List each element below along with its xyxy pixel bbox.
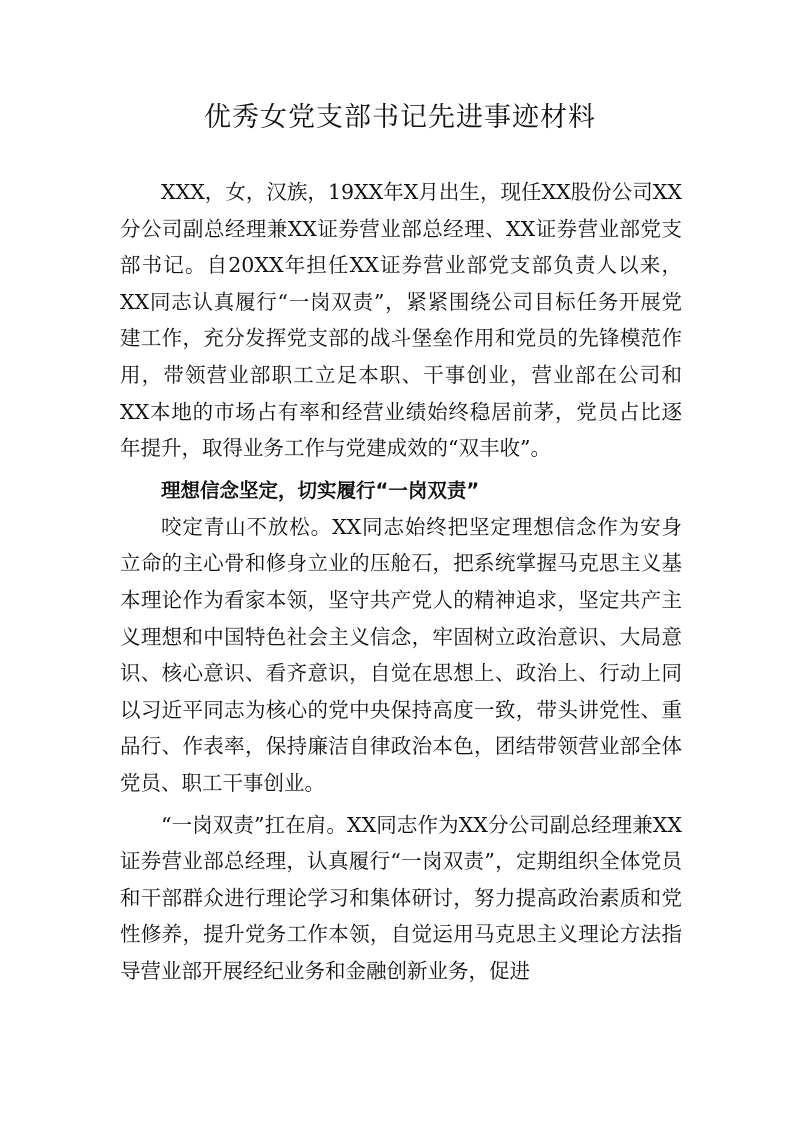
body-paragraph-2: “一岗双责”扛在肩。XX同志作为XX分公司副总经理兼XX证券营业部总经理，认真履行“一岗双责”，定期组织全体党员和干部群众进行理论学习和集体研讨，努力提高政治素质和党性修养，提升党务工作本领，自觉运用马克思主义理论方法指导营业部开展经纪业务和金融创新业务，促进: [120, 812, 682, 983]
section-heading: 理想信念坚定，切实履行“一岗双责”: [161, 478, 480, 502]
intro-paragraph: XXX，女，汉族，19XX年X月出生，现任XX股份公司XX分公司副总经理兼XX证券营业部总经理、XX证券营业部党支部书记。自20XX年担任XX证券营业部党支部负责人以来，XX同志认真履行“一岗双责”，紧紧围绕公司目标任务开展党建工作，充分发挥党支部的战斗堡垒作用和党员的先锋模范作用，带领营业部职工立足本职、干事创业，营业部在公司和XX本地的市场占有率和经营业绩始终稳居前茅，党员占比逐年提升，取得业务工作与党建成效的“双丰收”。: [120, 180, 682, 461]
document-title: 优秀女党支部书记先进事迹材料: [204, 102, 596, 133]
body-paragraph-1: 咬定青山不放松。XX同志始终把坚定理想信念作为安身立命的主心骨和修身立业的压舱石，把系统掌握马克思主义基本理论作为看家本领，坚守共产党人的精神追求，坚定共产主义理想和中国特色社会主义信念，牢固树立政治意识、大局意识、核心意识、看齐意识，自觉在思想上、政治上、行动上同以习近平同志为核心的党中央保持高度一致，带头讲党性、重品行、作表率，保持廉洁自律政治本色，团结带领营业部全体党员、职工干事创业。: [120, 514, 682, 795]
document-body: [120, 174, 682, 989]
